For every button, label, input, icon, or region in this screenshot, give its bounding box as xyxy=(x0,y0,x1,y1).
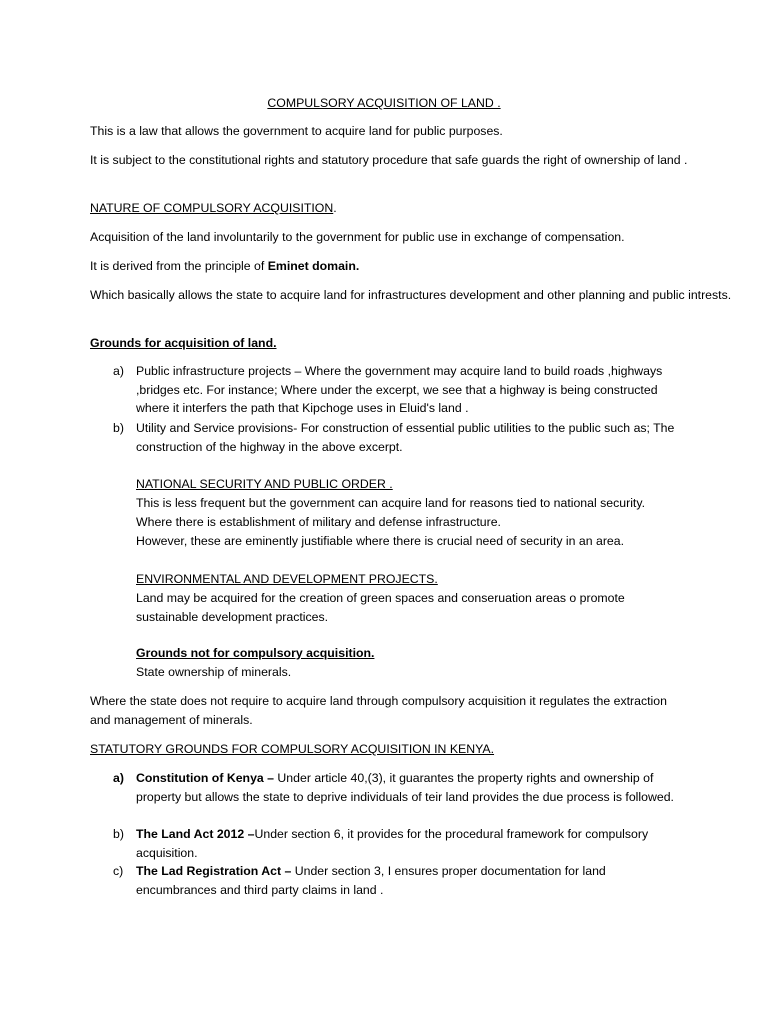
national-security-line: This is less frequent but the government can acquire land for reasons tied to national security. xyxy=(136,496,646,510)
list-item-text xyxy=(136,862,681,899)
environmental-text: Land may be acquired for the creation of green spaces and conseruation areas o promote sustainable development practices. xyxy=(136,591,625,624)
national-security-line: Where there is establishment of military and defense infrastructure. xyxy=(136,515,501,529)
list-item-text xyxy=(136,769,681,806)
nature-paragraph-3: Which basically allows the state to acquire land for infrastructures development and other planning and public intrests. xyxy=(90,288,732,302)
national-security-line: However, these are eminently justifiable where there is crucial need of security in an area. xyxy=(136,534,625,548)
national-security-heading xyxy=(136,475,681,494)
statute-name: The Lad Registration Act – xyxy=(136,864,292,878)
list-marker: b) xyxy=(113,421,124,435)
not-for-heading-text: Grounds not for compulsory acquisition. xyxy=(136,646,375,660)
nature-paragraph-1: Acquisition of the land involuntarily to the government for public use in exchange of compensation. xyxy=(90,230,625,244)
nature-heading-tail: . xyxy=(333,201,337,215)
nature-paragraph-2-lead: It is derived from the principle of xyxy=(90,259,268,273)
nature-paragraph-2 xyxy=(90,257,690,276)
list-marker: a) xyxy=(113,771,124,785)
not-for-text: State ownership of minerals. xyxy=(136,665,292,679)
list-item-text: Utility and Service provisions- For construction of essential public utilities to the public such as; The construction of the highway in the above excerpt. xyxy=(136,421,675,454)
list-item-text: Public infrastructure projects – Where the government may acquire land to build roads ,highways ,bridges etc. For instance; Where under the excerpt, we see that a highway is being constructed where it interfers the path that Kipchoge uses in Eluid's land . xyxy=(136,364,663,416)
statutory-heading-text: STATUTORY GROUNDS FOR COMPULSORY ACQUISITION IN KENYA. xyxy=(90,742,495,756)
national-security-heading-text: NATIONAL SECURITY AND PUBLIC ORDER . xyxy=(136,477,393,491)
not-for-heading xyxy=(136,644,681,663)
statute-description: Under article 40,(3), it guarantes the property rights and ownership of property but allows the state to deprive individuals of teir land provides the due process is followed. xyxy=(136,771,674,804)
nature-heading xyxy=(90,199,690,218)
statute-name: The Land Act 2012 – xyxy=(136,827,255,841)
statute-description: Under section 6, it provides for the procedural framework for compulsory acquisition. xyxy=(136,827,649,860)
intro-paragraph-2: It is subject to the constitutional rights and statutory procedure that safe guards the right of ownership of land . xyxy=(90,153,688,167)
list-item-text xyxy=(136,825,681,862)
nature-heading-text: NATURE OF COMPULSORY ACQUISITION xyxy=(90,201,334,215)
statutory-heading xyxy=(90,740,690,759)
eminent-domain-term: Eminet domain. xyxy=(267,259,360,273)
grounds-heading-text: Grounds for acquisition of land. xyxy=(90,336,277,350)
grounds-heading xyxy=(90,334,690,353)
statute-name: Constitution of Kenya – xyxy=(136,771,274,785)
document-title xyxy=(0,94,768,113)
list-marker: b) xyxy=(113,827,124,841)
document-title-text: COMPULSORY ACQUISITION OF LAND . xyxy=(267,96,501,110)
statute-description: Under section 3, I ensures proper documentation for land encumbrances and third party claims in land . xyxy=(136,864,606,897)
environmental-heading xyxy=(136,570,681,589)
environmental-heading-text: ENVIRONMENTAL AND DEVELOPMENT PROJECTS. xyxy=(136,572,438,586)
list-marker: a) xyxy=(113,364,124,378)
intro-paragraph-1: This is a law that allows the government to acquire land for public purposes. xyxy=(90,124,503,138)
list-marker: c) xyxy=(113,864,124,878)
minerals-paragraph: Where the state does not require to acquire land through compulsory acquisition it regulates the extraction and management of minerals. xyxy=(90,694,667,727)
